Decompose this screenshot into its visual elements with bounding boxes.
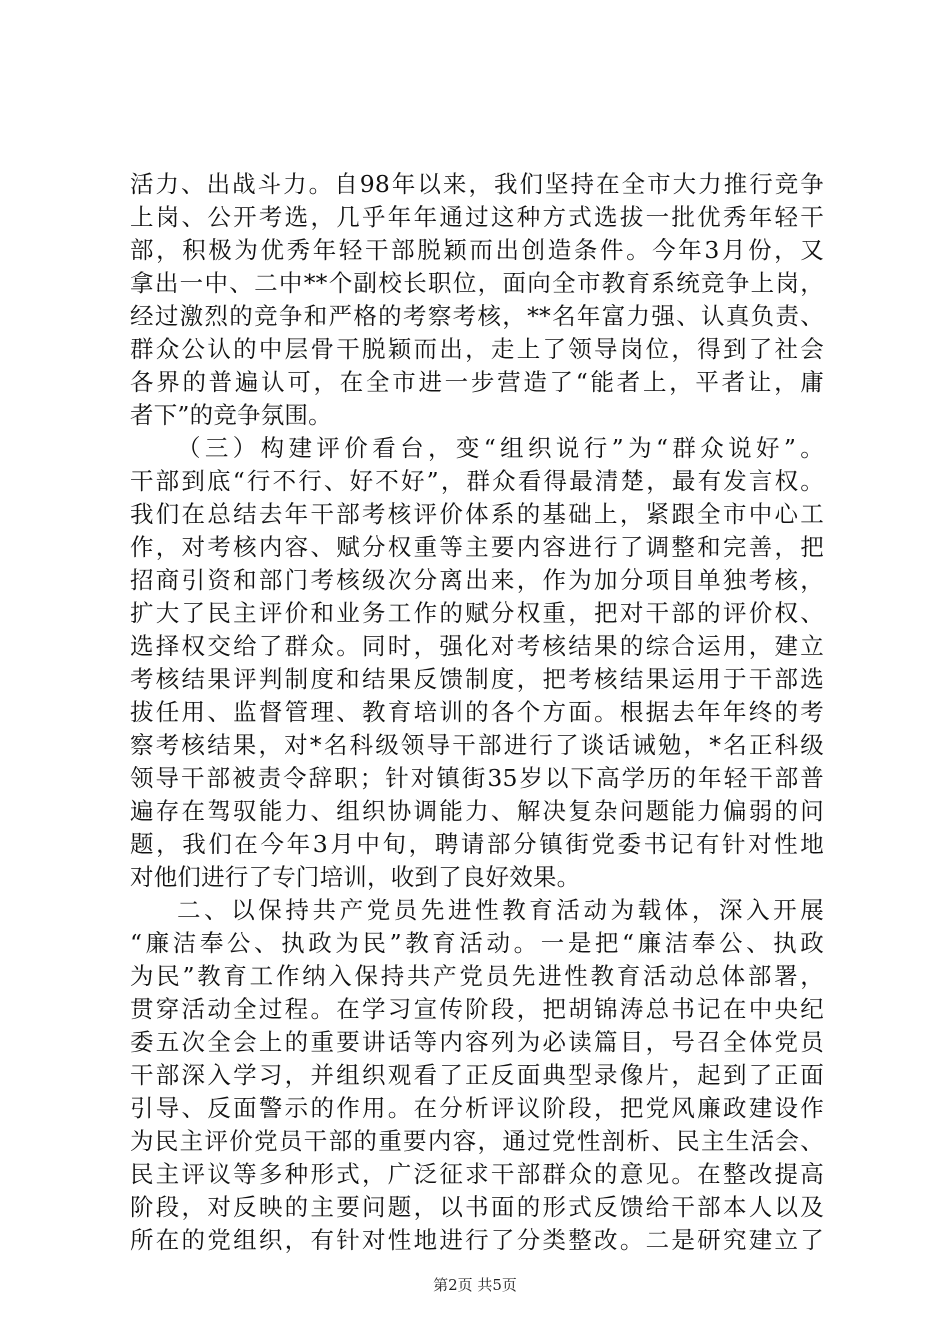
- text-line: 察考核结果，对*名科级领导干部进行了谈话诫勉，*名正科级: [130, 731, 824, 759]
- text-line: 拔任用、监督管理、教育培训的各个方面。根据去年年终的考: [130, 698, 824, 726]
- text-line: 上岗、公开考选，几乎年年通过这种方式选拔一批优秀年轻干: [130, 203, 824, 231]
- text-line: 我们在总结去年干部考核评价体系的基础上，紧跟全市中心工: [130, 500, 824, 528]
- text-line: 民主评议等多种形式，广泛征求干部群众的意见。在整改提高: [130, 1160, 824, 1188]
- text-line: 对他们进行了专门培训，收到了良好效果。: [130, 863, 581, 891]
- text-line: “廉洁奉公、执政为民”教育活动。一是把“廉洁奉公、执政: [130, 929, 824, 957]
- section-heading-line: 二、以保持共产党员先进性教育活动为载体，深入开展: [177, 896, 824, 924]
- text-line: 题，我们在今年3月中旬，聘请部分镇街党委书记有针对性地: [130, 830, 824, 858]
- text-line: 阶段，对反映的主要问题，以书面的形式反馈给干部本人以及: [130, 1193, 824, 1221]
- text-line: 活力、出战斗力。自98年以来，我们坚持在全市大力推行竞争: [130, 170, 824, 198]
- text-line: 领导干部被责令辞职；针对镇街35岁以下高学历的年轻干部普: [130, 764, 824, 792]
- text-line: 部，积极为优秀年轻干部脱颖而出创造条件。今年3月份，又: [130, 236, 824, 264]
- text-line: 选择权交给了群众。同时，强化对考核结果的综合运用，建立: [130, 632, 824, 660]
- text-line: 作，对考核内容、赋分权重等主要内容进行了调整和完善，把: [130, 533, 824, 561]
- document-body: [130, 168, 824, 1257]
- text-line: 拿出一中、二中**个副校长职位，面向全市教育系统竞争上岗，: [130, 269, 824, 297]
- text-line: 扩大了民主评价和业务工作的赋分权重，把对干部的评价权、: [130, 599, 824, 627]
- text-line: 委五次全会上的重要讲话等内容列为必读篇目，号召全体党员: [130, 1028, 824, 1056]
- text-line: 干部深入学习，并组织观看了正反面典型录像片，起到了正面: [130, 1061, 824, 1089]
- text-line: 群众公认的中层骨干脱颖而出，走上了领导岗位，得到了社会: [130, 335, 824, 363]
- text-line: 干部到底“行不行、好不好”，群众看得最清楚，最有发言权。: [130, 467, 824, 495]
- text-line: 为民”教育工作纳入保持共产党员先进性教育活动总体部署，: [130, 962, 824, 990]
- text-line: 所在的党组织，有针对性地进行了分类整改。二是研究建立了: [130, 1226, 824, 1254]
- text-line: 遍存在驾驭能力、组织协调能力、解决复杂问题能力偏弱的问: [130, 797, 824, 825]
- text-line: 贯穿活动全过程。在学习宣传阶段，把胡锦涛总书记在中央纪: [130, 995, 824, 1023]
- text-line: 为民主评价党员干部的重要内容，通过党性剖析、民主生活会、: [130, 1127, 824, 1155]
- text-line: 经过激烈的竞争和严格的考察考核，**名年富力强、认真负责、: [130, 302, 824, 330]
- text-line: 考核结果评判制度和结果反馈制度，把考核结果运用于干部选: [130, 665, 824, 693]
- text-line: 招商引资和部门考核级次分离出来，作为加分项目单独考核，: [130, 566, 824, 594]
- page-number-footer: 第2页 共5页: [433, 1276, 517, 1294]
- text-line: 引导、反面警示的作用。在分析评议阶段，把党风廉政建设作: [130, 1094, 824, 1122]
- section-heading-line: （三）构建评价看台，变“组织说行”为“群众说好”。: [177, 434, 824, 462]
- text-line: 者下”的竞争氛围。: [130, 401, 332, 429]
- text-line: 各界的普遍认可，在全市进一步营造了“能者上，平者让，庸: [130, 368, 824, 396]
